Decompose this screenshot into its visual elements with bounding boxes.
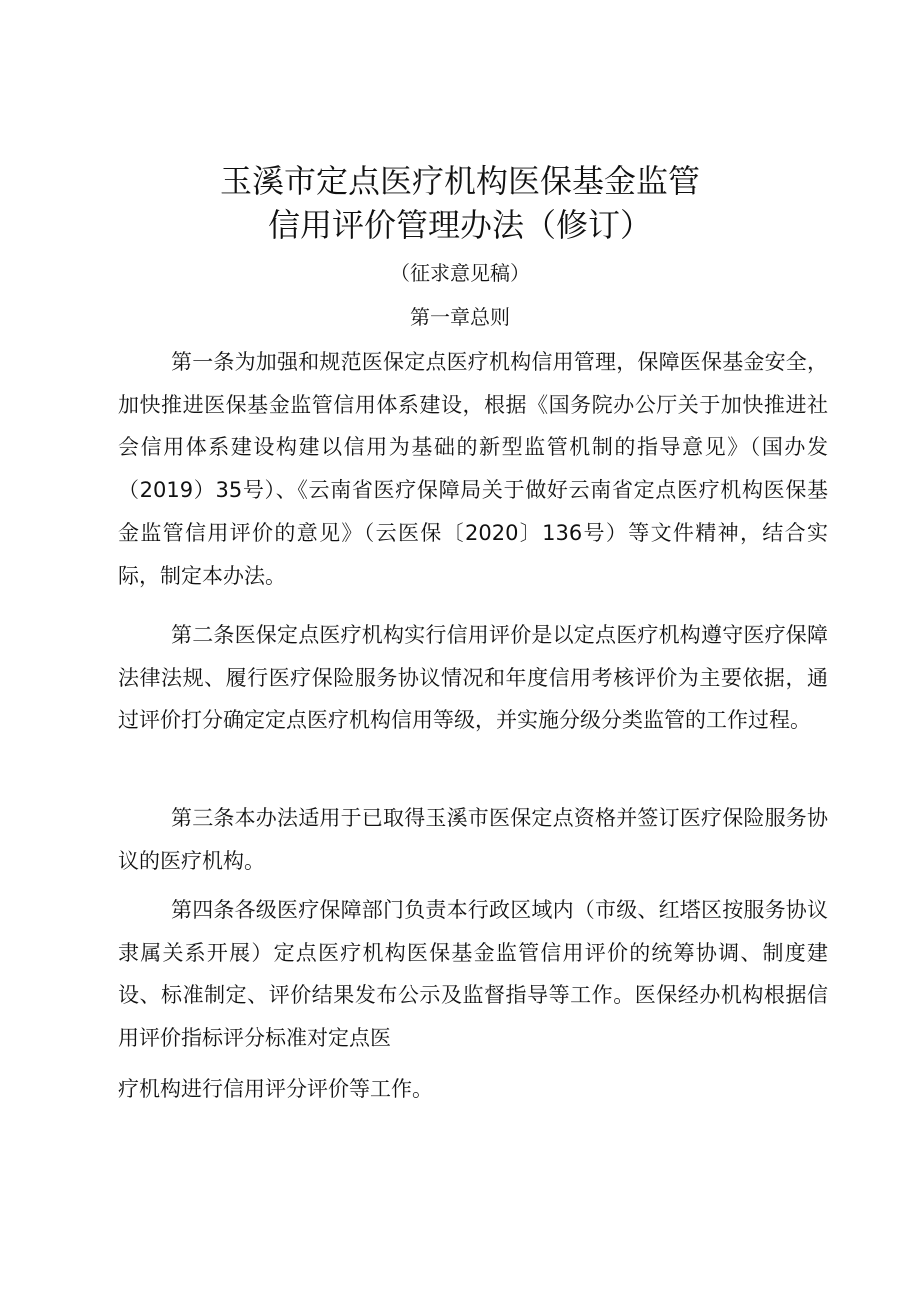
article-3-paragraph: 第三条本办法适用于已取得玉溪市医保定点资格并签订医疗保险服务协议的医疗机构。 — [118, 806, 828, 873]
document-title-line-1: 玉溪市定点医疗机构医保基金监管 — [219, 162, 700, 200]
chapter-heading: 第一章总则 — [410, 305, 510, 329]
article-4-paragraph: 第四条各级医疗保障部门负责本行政区域内（市级、红塔区按服务协议隶属关系开展）定点医疗机构医保基金监管信用评价的统筹协调、制度建设、标准制定、评价结果发布公示及监督指导等工作。医保经办机构根据信用评价指标评分标准对定点医 — [118, 898, 828, 1051]
article-1-paragraph: 第一条为加强和规范医保定点医疗机构信用管理，保障医保基金安全，加快推进医保基金监管信用体系建设，根据《国务院办公厅关于加快推进社会信用体系建设构建以信用为基础的新型监管机制的指导意见》（国办发（2019）35号）、《云南省医疗保障局关于做好云南省定点医疗机构医保基金监管信用评价的意见》（云医保〔2020〕136号）等文件精神，结合实际，制定本办法。 — [118, 350, 828, 588]
document-subtitle: （征求意见稿） — [390, 261, 530, 285]
article-4-continuation: 疗机构进行信用评分评价等工作。 — [118, 1077, 433, 1101]
article-2-paragraph: 第二条医保定点医疗机构实行信用评价是以定点医疗机构遵守医疗保障法律法规、履行医疗保险服务协议情况和年度信用考核评价为主要依据，通过评价打分确定定点医疗机构信用等级，并实施分级分类监管的工作过程。 — [118, 623, 828, 733]
document-title-line-2: 信用评价管理办法（修订） — [267, 206, 652, 244]
